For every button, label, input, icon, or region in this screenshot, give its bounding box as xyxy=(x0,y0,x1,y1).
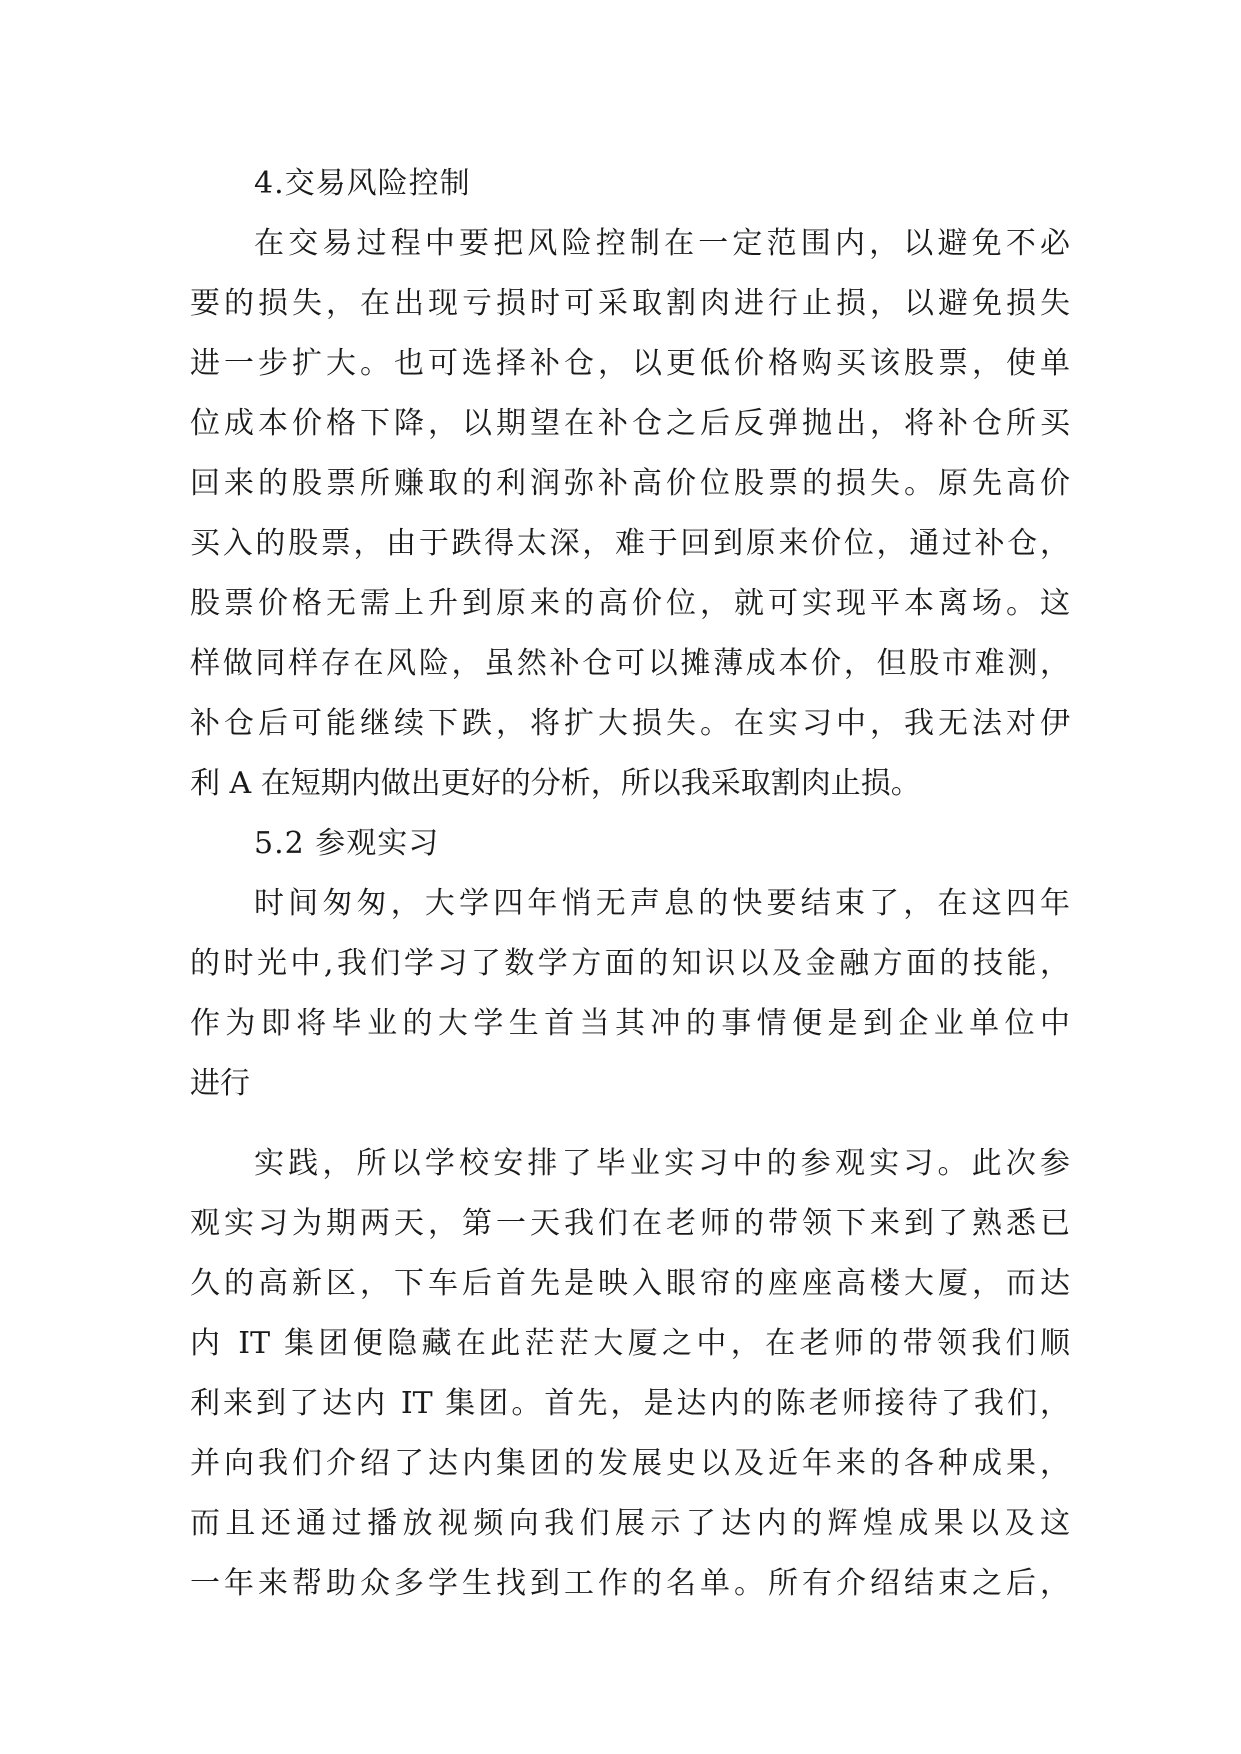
paragraph-line: 回来的股票所赚取的利润弥补高价位股票的损失。原先高价 xyxy=(190,466,1070,501)
paragraph-line: 的时光中,我们学习了数学方面的知识以及金融方面的技能， xyxy=(190,946,1070,981)
paragraph-line: 利来到了达内 IT 集团。首先，是达内的陈老师接待了我们， xyxy=(190,1386,1070,1421)
paragraph-line: 样做同样存在风险，虽然补仓可以摊薄成本价，但股市难测， xyxy=(190,646,1070,681)
section-heading-trade-risk: 4.交易风险控制 xyxy=(254,166,471,201)
paragraph-line: 一年来帮助众多学生找到工作的名单。所有介绍结束之后， xyxy=(190,1566,1070,1601)
paragraph-line: 位成本价格下降，以期望在补仓之后反弹抛出，将补仓所买 xyxy=(190,406,1070,441)
paragraph-line: 要的损失，在出现亏损时可采取割肉进行止损，以避免损失 xyxy=(190,286,1070,321)
paragraph-line: 利 A 在短期内做出更好的分析，所以我采取割肉止损。 xyxy=(190,766,921,801)
paragraph-line: 股票价格无需上升到原来的高价位，就可实现平本离场。这 xyxy=(190,586,1070,621)
section-heading-visit-internship: 5.2 参观实习 xyxy=(254,826,440,861)
paragraph-line: 补仓后可能继续下跌，将扩大损失。在实习中，我无法对伊 xyxy=(190,706,1070,741)
paragraph-line: 并向我们介绍了达内集团的发展史以及近年来的各种成果， xyxy=(190,1446,1070,1481)
paragraph-line: 进行 xyxy=(190,1066,250,1101)
paragraph-line: 观实习为期两天，第一天我们在老师的带领下来到了熟悉已 xyxy=(190,1206,1070,1241)
paragraph-line: 而且还通过播放视频向我们展示了达内的辉煌成果以及这 xyxy=(190,1506,1070,1541)
paragraph-line: 进一步扩大。也可选择补仓，以更低价格购买该股票，使单 xyxy=(190,346,1070,381)
paragraph-line: 买入的股票，由于跌得太深，难于回到原来价位，通过补仓， xyxy=(190,526,1070,561)
paragraph-line: 内 IT 集团便隐藏在此茫茫大厦之中，在老师的带领我们顺 xyxy=(190,1326,1070,1361)
paragraph-line: 作为即将毕业的大学生首当其冲的事情便是到企业单位中 xyxy=(190,1006,1070,1041)
paragraph-line: 久的高新区，下车后首先是映入眼帘的座座高楼大厦，而达 xyxy=(190,1266,1070,1301)
paragraph-line: 时间匆匆，大学四年悄无声息的快要结束了，在这四年 xyxy=(254,886,1070,921)
paragraph-line: 在交易过程中要把风险控制在一定范围内，以避免不必 xyxy=(254,226,1070,261)
paragraph-line: 实践，所以学校安排了毕业实习中的参观实习。此次参 xyxy=(254,1146,1070,1181)
